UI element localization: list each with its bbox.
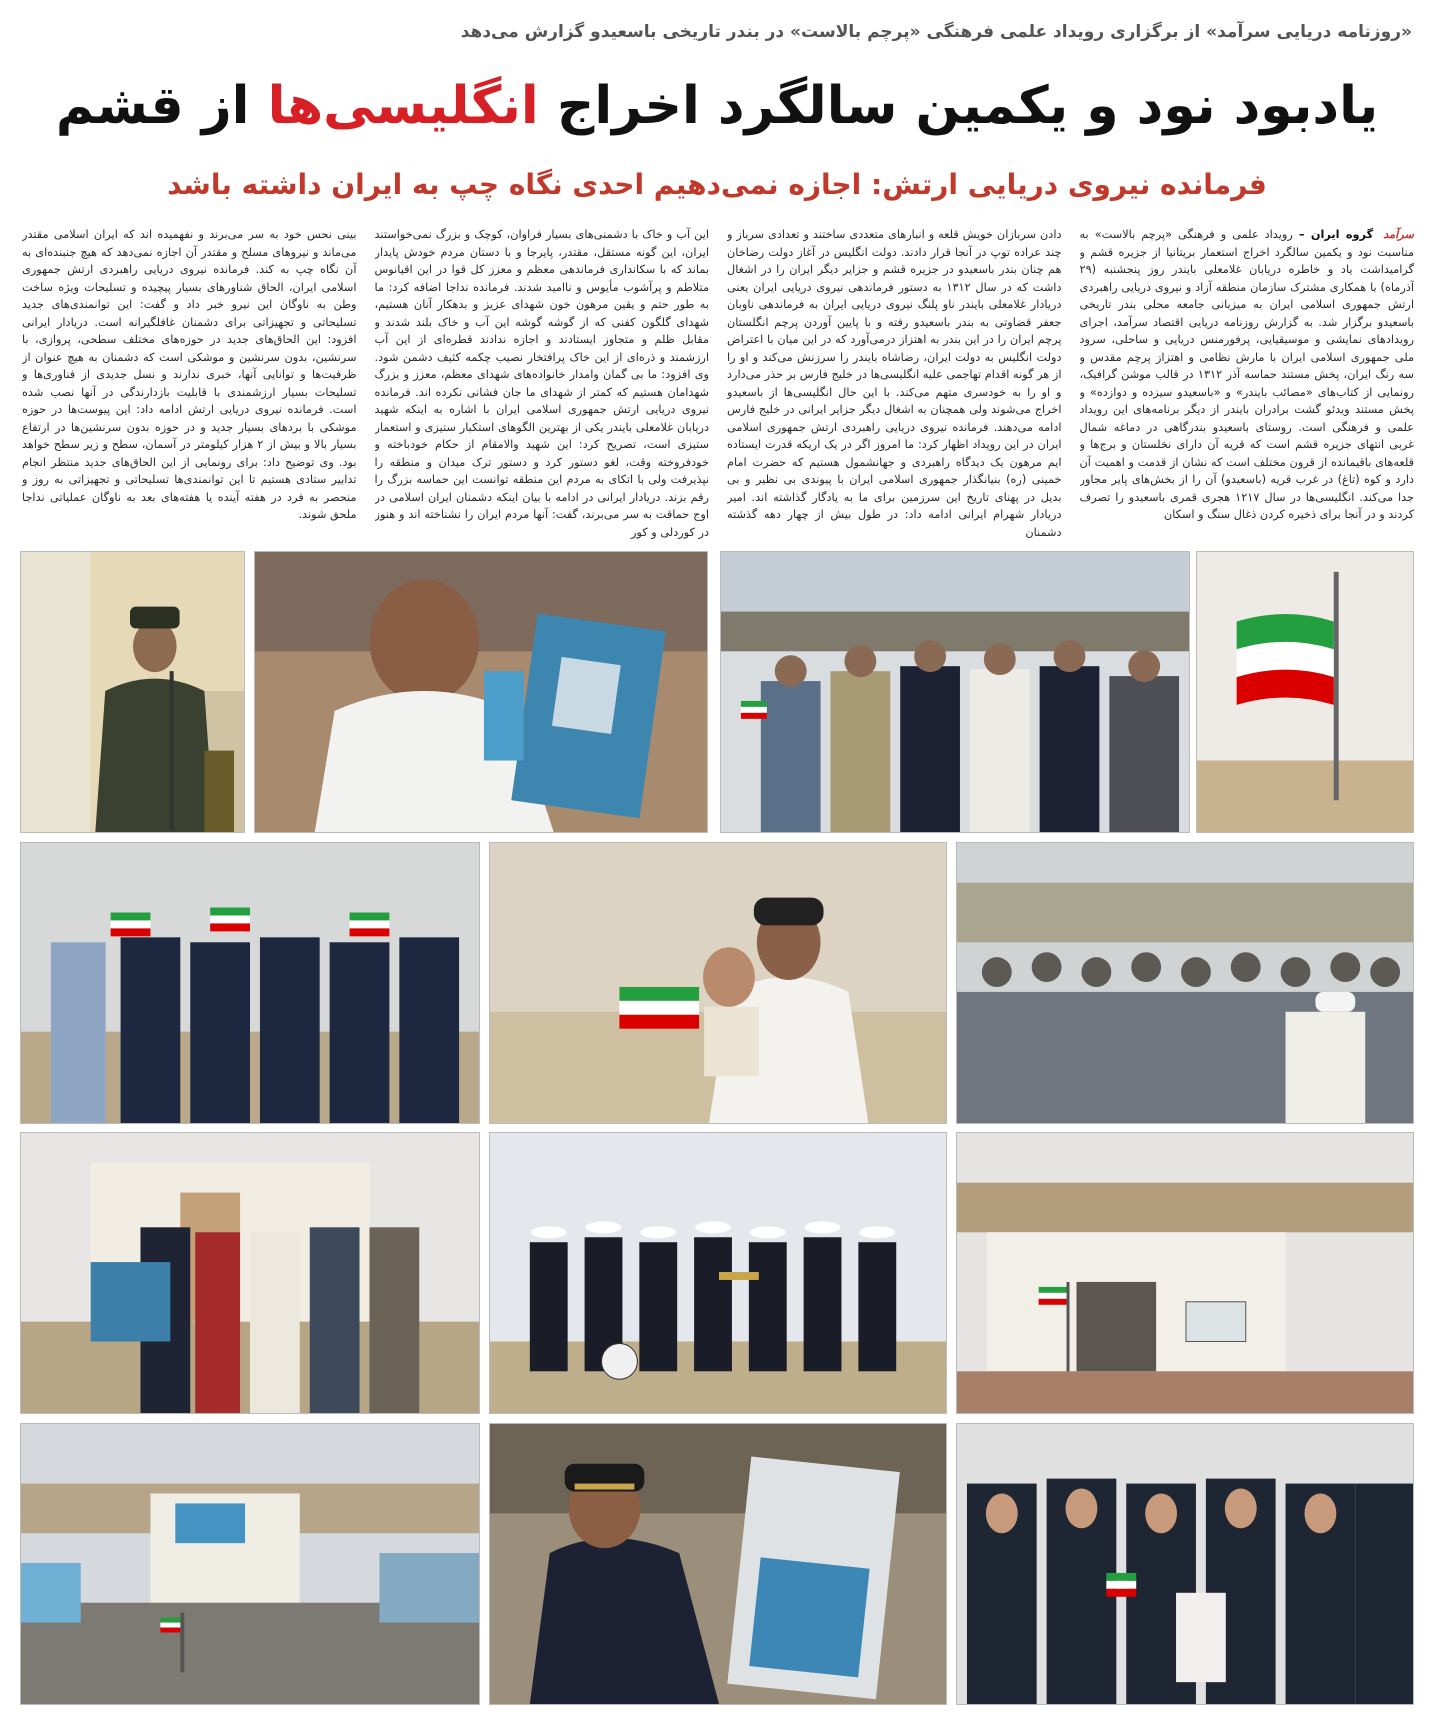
article-column-2 <box>727 226 1062 546</box>
officials-seated-image <box>721 552 1189 832</box>
column-text: این آب و خاک با دشمنی‌های بسیار فراوان، کوچک و بزرگ نمی‌خواستند ایران، این گونه مستقل، مقتدر، پایرجا و با دستان مردم خودش پایدار بماند که با سکانداری فرماندهی معظم و معزز کل قوا در این اقیانوس متلاطم و پرآشوب مأیوس و ناامید شدند. فرمانده نداجا اضافه کرد: ما به طور حتم و یقین مرهون خون شهدای عزیز و بدهکار آنان هستیم، شهدای گلگون کفنی که از گوشه گوشه این آب و خاک بلند شدند و مقابل ظلم و متجاوز ایستادند و اجازه ندادند قطره‌ای از این آب ارزشمند و ذره‌ای از این خاک پرافتخار نصیب چکمه کثیف دشمن شود. وی افزود: ما بی گمان وامدار خانواده‌های شهدای معظم، معزز و بزرگ شهدامان هستیم که کمتر از شهدای ما جان فشانی نکرده اند. فرمانده نیروی دریایی ارتش جمهوری اسلامی ایران با اشاره به اینکه شهید دریابان غلامعلی بایندر یکی از بهترین الگوهای استکبار ستیزی و استعمار ستیزی است، تصریح کرد: این شهید والامقام از حکام خودباخته و خودفروخته وقت، لغو دستور کرد و دستور ترک میدان و منطقه را نپذیرفت ولی با اتکای به مردم این منطقه توانست این حماسه بزرگ را رقم بزند. دریادار ایرانی در ادامه با بیان اینکه دشمنان ایران اسلامی در اوج حماقت به سر می‌برند، گفت: آنها مردم ایران را نشناخته اند و هنوز در کوردلی و کور <box>374 228 709 539</box>
photo-elder-and-child <box>489 842 947 1124</box>
photo-women-audience <box>956 1423 1414 1705</box>
headline-part2: از قشم <box>55 76 250 136</box>
students-flags-image <box>21 843 479 1123</box>
photo-historic-building <box>956 1132 1414 1414</box>
article-column-4 <box>22 226 357 546</box>
article-column-1 <box>1080 226 1415 546</box>
elder-child-image <box>490 843 946 1123</box>
lead-mark: سرآمد <box>1383 228 1414 241</box>
photo-flag-raised <box>1196 551 1414 833</box>
headline <box>22 78 1412 135</box>
subhead: فرمانده نیروی دریایی ارتش: اجازه نمی‌دهیم احدی نگاه چپ به ایران داشته باشد <box>167 168 1267 201</box>
photo-unveiling-ceremony <box>20 1132 480 1414</box>
column-text: بینی نحس خود به سر می‌برند و نفهمیده اند که ایران اسلامی مقتدر می‌ماند و نیروهای مسلح و مقتدر آن اجازه نمی‌دهد که هیچ جنبنده‌ای به آن نگاه چپ به کند. فرمانده نیروی دریایی راهبردی ارتش جمهوری اسلامی ایران، الحاق شناورهای بسیار پیچیده و تسلیحات ویژه ساخت وطن به ناوگان این نیرو خبر داد و گفت: این توانمندی‌های جدید تسلیحاتی و تجهیزاتی برای دشمنان غافلگیرانه است. دریادار ایرانی افزود: این الحاق‌های جدید در حوزه‌های مختلف سطحی، پروازی، با سرنشین، بدون سرنشین و موشکی است که دشمنان به هیچ عنوان از ظرفیت‌ها و توانایی آنها، خبری ندارند و نسل جدیدی از فناوری‌ها و تسلیحات بسیار ارزشمندی با قابلیت بازدارندگی در آنها نصب شده است. فرمانده نیروی دریایی ارتش ادامه داد: این پیوست‌ها در حوزه موشکی با بردهای بسیار جدید و در حوزه بدون سرنشین‌ها در ارتفاع بسیار بالا و بیش از ۲ هزار کیلومتر در آسمان، سطح و زیر سطح خواهد بود. وی توضیح داد: برای رونمایی از این الحاق‌های جدید منتظر انجام تدابیر ستادی هستیم تا این توانمندی‌ها تسلیحاتی و تجهیزاتی به روز و منحصر به فرد در هفته آینده یا هفته‌های بعد به ناوگان عملیاتی نداجا ملحق شوند. <box>22 228 357 521</box>
crowd-audience-image <box>957 843 1413 1123</box>
naval-band-image <box>490 1133 946 1413</box>
column-text: رویداد علمی و فرهنگی «پرچم بالاست» به مناسبت نود و یکمین سالگرد اخراج استعمار بریتانیا از جزیره قشم و گرامیداشت یاد و خاطره دریابان غلامعلی بایندر روز پنجشنبه (۲۹ آذرماه) با همکاری مشترک سازمان منطقه آزاد و نیروی دریایی راهبردی ارتش جمهوری اسلامی ایران به میزبانی جامعه محلی بندر تاریخی باسعیدو برگزار شد. به گزارش روزنامه دریایی اقتصاد سرآمد، اجرای رویدادهای نمایشی و موسیقیایی، پرفورمنس دریایی و ساحلی، سرود ملی جمهوری اسلامی ایران با مارش نظامی و اهتزاز پرچم مقدس و سه رنگ ایران، پخش مستند حماسه آذر ۱۳۱۲ در قالب موشن گرافیک، رونمایی از کتاب‌های «مصائب بایندر» و «باسعیدو سیزده و دوازده» و پخش مستند ویدئو گشت برادران بایندر از دیگر برنامه‌های این رویداد علمی و فرهنگی است. روستای باسعیدو بندرگاهی در دماغه شمال غربی انتهای جزیره قشم است که قریه آن دارای نخلستان و برج‌ها و قلعه‌های باقیمانده از قرون مختلف است که نشان از قدمت و اهمیت آن دارد و کوه (تاغ) در غرب قریه (باسعیدو) آن را از بخش‌های پایر مجاور جدا می‌کند. انگلیسی‌ها در سال ۱۲۱۷ هجری قمری باسعیدو را تصرف کردند و در آنجا برای ذخیره کردن ذغال سنگ و اسکان <box>1079 228 1414 521</box>
article-column-3 <box>375 226 710 546</box>
photo-naval-band <box>489 1132 947 1414</box>
headline-accent: انگلیسی‌ها <box>267 76 539 136</box>
column-text: دادن سربازان خویش قلعه و انبارهای متعددی ساختند و تعدادی سرباز و چند عراده توپ در آنجا قرار دادند. دولت انگلیس در آغاز دولت رضاخان هم چنان بندر باسعیدو در جزیره قشم و جزایر دیگر ایران را در اشغال داشت که در سال ۱۳۱۲ به دستور فرماندهی نیروی دریایی ایران یعنی دریادار غلامعلی بایندر ناو پلنگ نیروی دریایی ایران به فرماندهی ناوبان جعفر قضاوتی به بندر باسعیدو رفته و با پایین آوردن پرچم انگلستان پرچم ایران را در این بندر به اهتزاز درمی‌آورد که در این میان با اعتراض دولت انگلیس به دولت ایران، رضاشاه بایندر را سرزنش می‌کند و او را از هر گونه اقدام تهاجمی علیه انگلیسی‌ها در خلیج فارس بر حذر می‌دارد و او را به خودسری متهم می‌کند. با این حال انگلیسی‌ها از باسعیدو اخراج می‌شوند ولی همچنان به اشغال دیگر جزایر ایرانی در خلیج فارس ادامه می‌دهند. فرمانده نیروی دریایی راهبردی ارتش جمهوری اسلامی ایران در این رویداد اظهار کرد: ما امروز اگر در یک اریکه قدرت ایستاده ایم مرهون یک دیدگاه راهبردی و جهانشمول هستیم که حضرت امام خمینی (ره) بنیانگذار جمهوری اسلامی ایران با پیوندی بی نظیر و بی بدیل در پهنای تاریخ این سرزمین برای ما به یادگار گذاشته اند. امیر دریادار شهرام ایرانی ادامه داد: در طول بیش از چهار دهه گذشته دشمنان <box>727 228 1062 539</box>
historic-building-image <box>957 1133 1413 1413</box>
commander-signing-image <box>490 1424 946 1704</box>
book-signing-image <box>255 552 707 832</box>
ceremony-wide-image <box>21 1424 479 1704</box>
flag-raised-image <box>1197 552 1413 832</box>
kicker-line: «روزنامه دریایی سرآمد» از برگزاری رویداد علمی فرهنگی «پرچم بالاست» در بندر تاریخی باسعیدو گزارش می‌دهد <box>460 22 1412 42</box>
photo-officials-seated <box>720 551 1190 833</box>
commander-speech-image <box>21 552 244 832</box>
photo-commander-signing <box>489 1423 947 1705</box>
photo-crowd-audience <box>956 842 1414 1124</box>
headline-part1: یادبود نود و یکمین سالگرد اخراج <box>556 76 1379 136</box>
photo-book-signing <box>254 551 708 833</box>
byline: گروه ایران – <box>1298 228 1374 241</box>
photo-commander-speech <box>20 551 245 833</box>
photo-students-flags <box>20 842 480 1124</box>
photo-ceremony-wide <box>20 1423 480 1705</box>
article-body <box>22 226 1414 546</box>
women-audience-image <box>957 1424 1413 1704</box>
unveiling-ceremony-image <box>21 1133 479 1413</box>
